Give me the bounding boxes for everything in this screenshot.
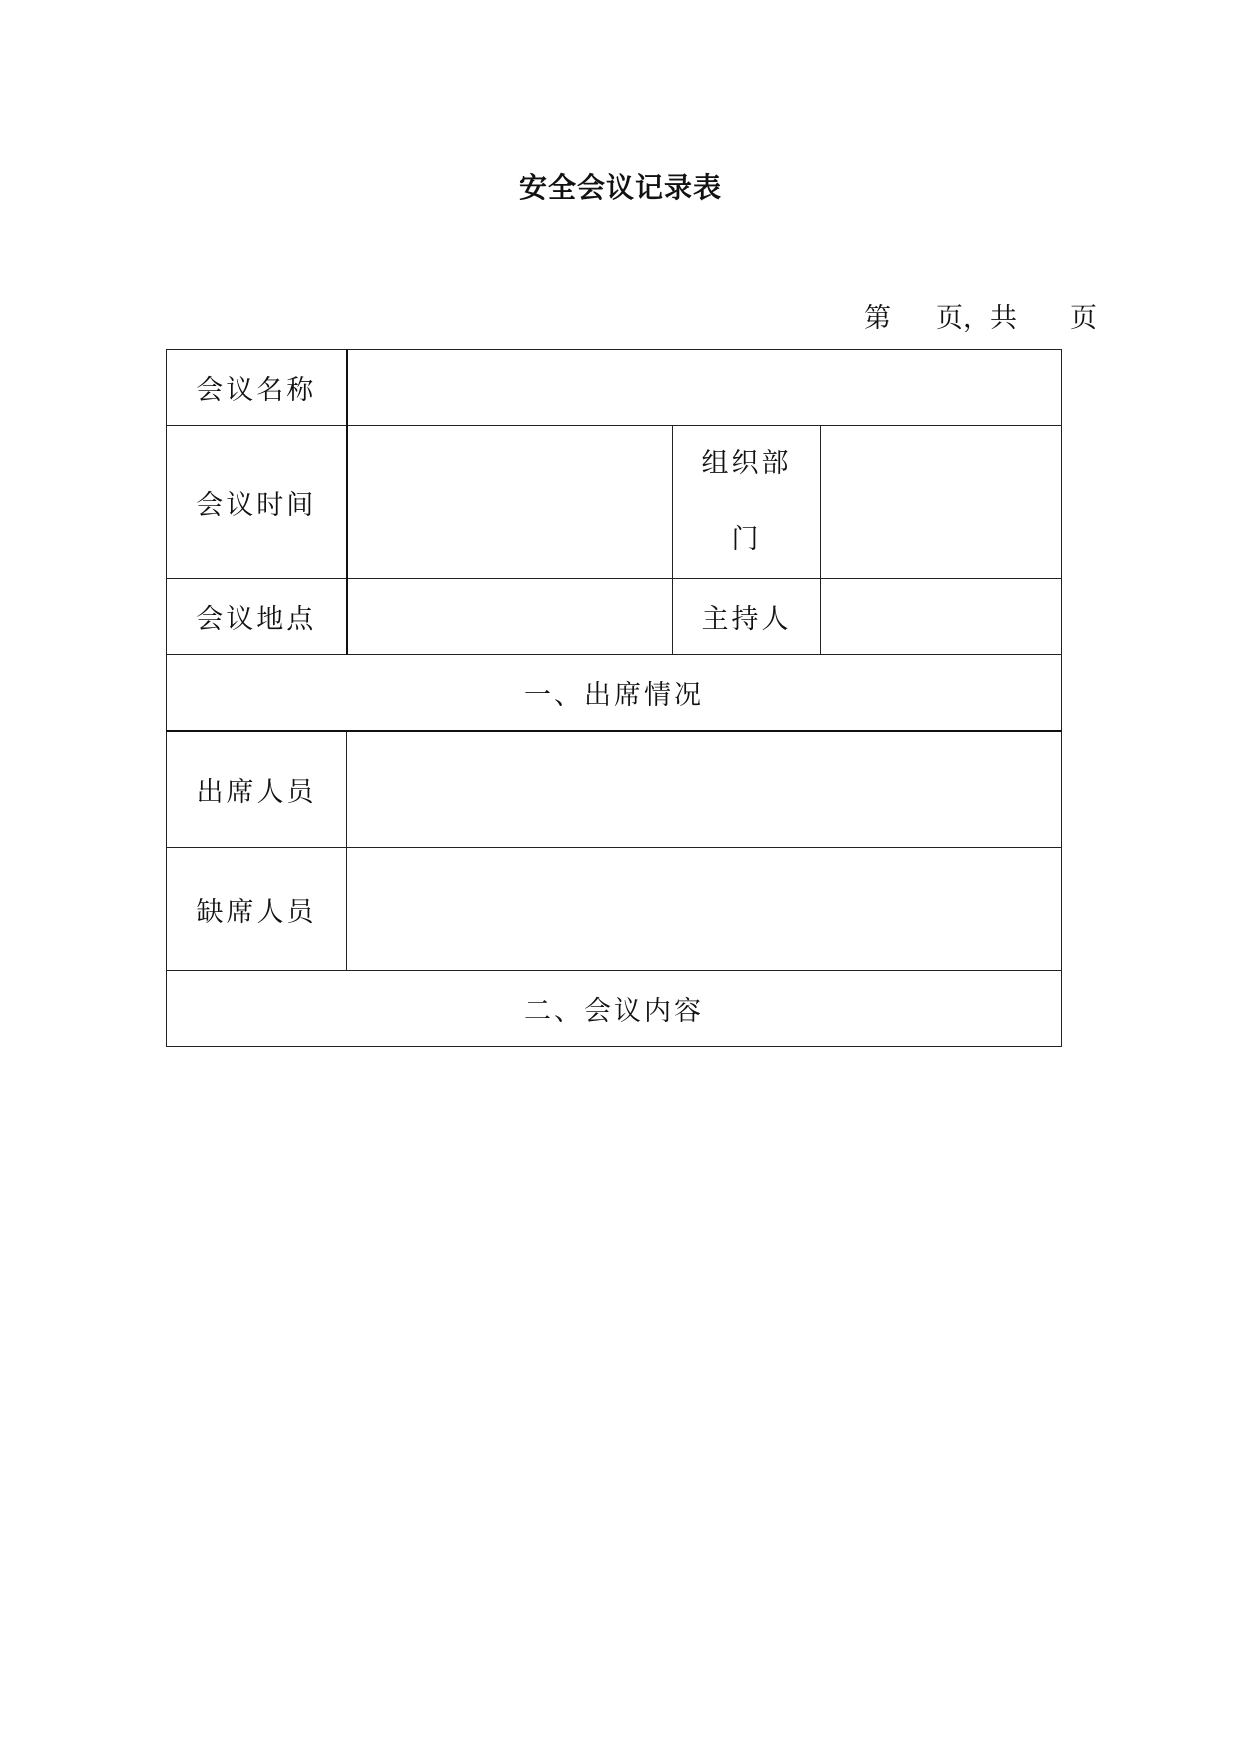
document-title: 安全会议记录表 [518, 171, 722, 204]
page-counter-total-ye: 页 [1070, 303, 1097, 334]
org-dept-field[interactable] [821, 426, 1062, 579]
meeting-record-table [166, 349, 1062, 1047]
row-absentees [167, 848, 1062, 971]
meeting-name-label: 会议名称 [167, 350, 347, 426]
row-attendees [167, 731, 1062, 848]
host-field[interactable] [821, 579, 1062, 655]
meeting-name-field[interactable] [347, 350, 1062, 426]
attendees-label: 出席人员 [167, 731, 347, 848]
absentees-field[interactable] [347, 848, 1062, 971]
section-attendance-heading: 一、出席情况 [167, 655, 1062, 731]
row-meeting-time [167, 426, 1062, 579]
page-counter-ye: 页， [936, 303, 990, 334]
row-section-content [167, 971, 1062, 1047]
page-counter-di: 第 [864, 303, 891, 334]
meeting-place-label: 会议地点 [167, 579, 347, 655]
page-counter-gong: 共 [990, 303, 1017, 334]
meeting-place-field[interactable] [347, 579, 673, 655]
meeting-time-label: 会议时间 [167, 426, 347, 579]
row-section-attendance [167, 655, 1062, 731]
absentees-label: 缺席人员 [167, 848, 347, 971]
meeting-time-field[interactable] [347, 426, 673, 579]
org-dept-label: 组织部门 [673, 426, 821, 579]
section-content-heading: 二、会议内容 [167, 971, 1062, 1047]
row-meeting-place [167, 579, 1062, 655]
row-meeting-name [167, 350, 1062, 426]
attendees-field[interactable] [347, 731, 1062, 848]
host-label: 主持人 [673, 579, 821, 655]
